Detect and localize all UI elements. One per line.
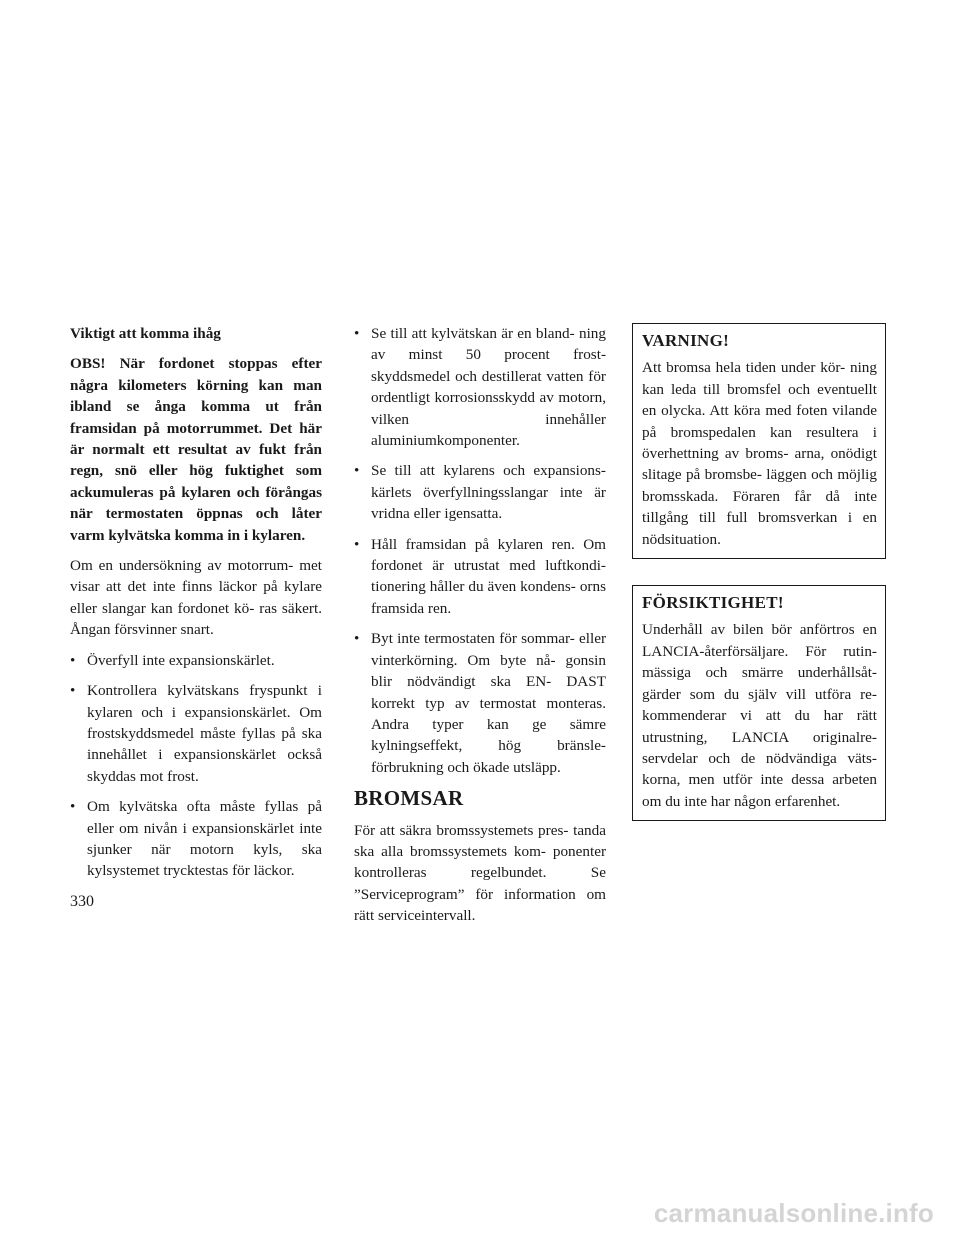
section-title: BROMSAR bbox=[354, 786, 464, 811]
bullet-list bbox=[70, 650, 322, 882]
caution-box bbox=[632, 585, 886, 821]
caution-title: FÖRSIKTIGHET! bbox=[642, 593, 784, 613]
bullet-icon: • bbox=[354, 462, 360, 480]
bullet-list bbox=[354, 323, 606, 778]
column-right bbox=[632, 323, 886, 847]
list-item: • Se till att kylarens och expansions- kärlets överfyllningsslangar inte är vridna eller igensatta. bbox=[354, 462, 606, 523]
bullet-icon: • bbox=[354, 630, 360, 648]
body-paragraph: Om en undersökning av motorrum- met visar att det inte finns läckor på kylare eller slangar kan fordonet kö- ras säkert. Ångan försvinner snart. bbox=[70, 557, 322, 639]
list-item: • Se till att kylvätskan är en bland- ning av minst 50 procent frost- skyddsmedel och destillerat vatten för ordentligt korrosionsskydd av motorn, vilken innehåller aluminiumkomponenter. bbox=[354, 325, 606, 450]
notice-paragraph: OBS! När fordonet stoppas efter några kilometers körning kan man ibland se ånga komma ut från framsidan på motorrummet. Det här är normalt ett resultat av fukt från regn, snö eller hög fuktighet som ackumuleras på kylaren och förångas när termostaten öppnas och låter varm kylvätska komma in i kylaren. bbox=[70, 355, 322, 544]
column-left bbox=[70, 323, 322, 891]
bullet-icon: • bbox=[354, 325, 360, 342]
warning-box bbox=[632, 323, 886, 559]
list-item: • Om kylvätska ofta måste fyllas på eller om nivån i expansionskärlet inte sjunker när motorn kyls, ska kylsystemet trycktestas för läckor. bbox=[70, 798, 322, 880]
list-item: • Byt inte termostaten för sommar- eller vinterkörning. Om byte nå- gonsin blir nödvändigt ska EN- DAST korrekt typ av termostat monteras. Andra typer kan ge sämre kylningseffekt, hög bränsle- förbrukning och ökade utsläpp. bbox=[354, 630, 606, 776]
bullet-icon: • bbox=[70, 651, 76, 669]
warning-text: Att bromsa hela tiden under kör- ning kan leda till bromsfel och eventuellt en olycka. Att köra med foten vilande på bromspedalen kan resultera i överhettning av broms- arna, onödigt slitage på bromsbe- läggen och möjlig bromsskada. Föraren får då inte tillgång till full bromsverkan i en nödsituation. bbox=[642, 359, 877, 548]
bullet-icon: • bbox=[354, 535, 360, 553]
list-item: • Kontrollera kylvätskans fryspunkt i kylaren och i expansionskärlet. Om frostskyddsmedel måste fyllas på ska innehållet i expansionskärlet också skyddas mot frost. bbox=[70, 682, 322, 785]
bullet-icon: • bbox=[70, 798, 76, 816]
page-number: 330 bbox=[70, 893, 94, 910]
caution-text: Underhåll av bilen bör anförtros en LANCIA-återförsäljare. För rutin- mässiga och smärre underhållsåt- gärder som du själv vill utföra re- kommenderar vi att du har rätt utrustning, LANCIA originalre- servdelar och de nödvändiga väts- korna, men utför inte dessa arbeten om du inte har någon erfarenhet. bbox=[642, 621, 877, 810]
list-item: • Överfyll inte expansionskärlet. bbox=[70, 650, 322, 671]
warning-title: VARNING! bbox=[642, 331, 730, 350]
bullet-icon: • bbox=[70, 682, 76, 700]
watermark: carmanualsonline.info bbox=[653, 1198, 934, 1228]
section-paragraph: För att säkra bromssystemets pres- tanda ska alla bromssystemets kom- ponenter kontrolleras regelbundet. Se ”Serviceprogram” för information om rätt serviceintervall. bbox=[354, 821, 606, 925]
subheading: Viktigt att komma ihåg bbox=[70, 325, 221, 342]
column-middle bbox=[354, 323, 606, 936]
list-item: • Håll framsidan på kylaren ren. Om fordonet är utrustat med luftkondi- tionering håller du även kondens- orns framsida ren. bbox=[354, 535, 606, 617]
